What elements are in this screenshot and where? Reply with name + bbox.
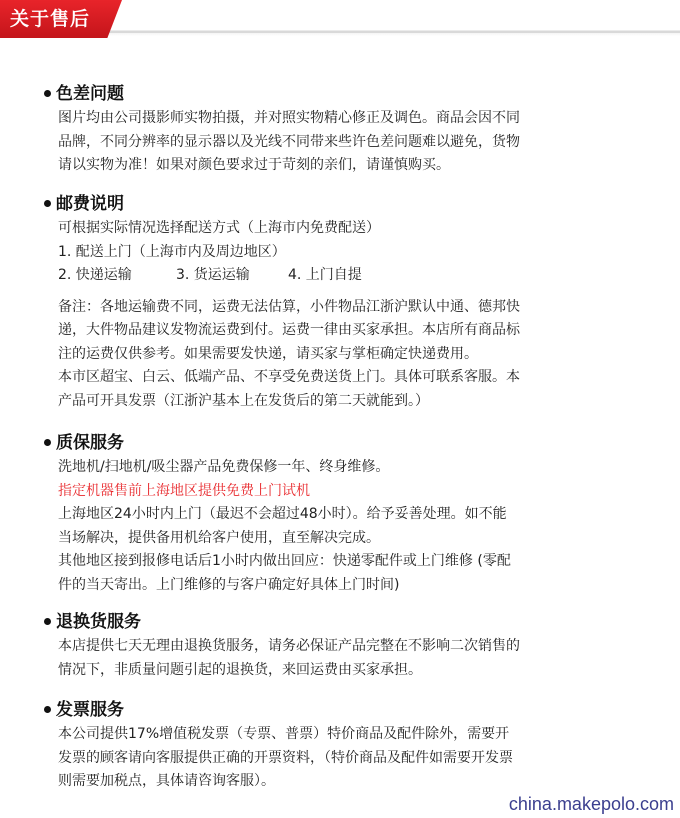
section-heading xyxy=(44,430,644,456)
body-line: 产品可开具发票（江浙沪基本上在发货后的第二天就能到。） xyxy=(58,392,429,409)
bullet-icon xyxy=(44,90,51,97)
section-shipping xyxy=(44,191,644,413)
watermark: china.makepolo.com xyxy=(508,794,674,814)
body-line: 图片均由公司摄影师实物拍摄，并对照实物精心修正及调色。商品会因不同 xyxy=(58,110,520,126)
section-body xyxy=(44,723,644,794)
body-line: 递，大件物品建议发物流运费到付。运费一律由买家承担。本店所有商品标 xyxy=(58,322,520,338)
delivery-option: 1. 配送上门（上海市内及周边地区） xyxy=(58,243,286,260)
section-warranty xyxy=(44,430,644,597)
heading-text: 邮费说明 xyxy=(56,194,124,214)
body-line: 发票的顾客请向客服提供正确的开票资料，（特价商品及配件如需要开发票 xyxy=(58,749,513,766)
body-line: 本公司提供17%增值税发票（专票、普票）特价商品及配件除外，需要开 xyxy=(58,726,510,742)
body-line: 可根据实际情况选择配送方式（上海市内免费配送） xyxy=(58,220,380,236)
section-body xyxy=(44,456,644,597)
body-line: 上海地区24小时内上门（最迟不会超过48小时）。给予妥善处理。如不能 xyxy=(58,506,507,522)
body-line: 其他地区接到报修电话后1小时内做出回应：快递零配件或上门维修 (零配 xyxy=(58,553,511,569)
section-body xyxy=(44,217,644,413)
section-body xyxy=(44,635,644,682)
body-line: 洗地机/扫地机/吸尘器产品免费保修一年、终身维修。 xyxy=(58,459,390,475)
body-line: 本店提供七天无理由退换货服务，请务必保证产品完整在不影响二次销售的 xyxy=(58,638,520,654)
heading-text: 质保服务 xyxy=(56,433,124,453)
delivery-option: 2. 快递运输 xyxy=(58,267,132,283)
section-heading xyxy=(44,81,644,107)
section-color-difference xyxy=(44,81,644,178)
body-line: 则需要加税点，具体请咨询客服）。 xyxy=(58,773,275,789)
highlight-line: 指定机器售前上海地区提供免费上门试机 xyxy=(58,482,310,499)
body-line: 情况下，非质量问题引起的退换货，来回运费由买家承担。 xyxy=(58,661,422,678)
section-heading xyxy=(44,191,644,217)
heading-text: 色差问题 xyxy=(56,84,124,104)
delivery-option: 3. 货运运输 xyxy=(176,267,250,283)
bullet-icon xyxy=(44,200,51,207)
body-line: 注的运费仅供参考。如果需要发快递，请买家与掌柜确定快递费用。 xyxy=(58,345,478,362)
section-body xyxy=(44,107,644,178)
delivery-options-row xyxy=(58,264,644,288)
section-banner xyxy=(0,0,680,46)
section-heading xyxy=(44,609,644,635)
bullet-icon xyxy=(44,439,51,446)
body-line: 本市区超宝、白云、低端产品、不享受免费送货上门。具体可联系客服。本 xyxy=(58,369,520,385)
bullet-icon xyxy=(44,706,51,713)
body-line: 当场解决，提供备用机给客户使用，直至解决完成。 xyxy=(58,529,380,546)
heading-text: 退换货服务 xyxy=(56,612,141,632)
heading-text: 发票服务 xyxy=(56,700,124,720)
body-line: 备注：各地运输费不同，运费无法估算，小件物品江浙沪默认中通、德邦快 xyxy=(58,298,520,315)
body-line: 品牌，不同分辨率的显示器以及光线不同带来些许色差问题难以避免，货物 xyxy=(58,133,520,150)
section-returns xyxy=(44,609,644,682)
body-line: 请以实物为准！如果对颜色要求过于苛刻的亲们，请谨慎购买。 xyxy=(58,157,450,173)
bullet-icon xyxy=(44,618,51,625)
delivery-option: 4. 上门自提 xyxy=(288,267,362,283)
body-line: 件的当天寄出。上门维修的与客户确定好具体上门时间) xyxy=(58,576,400,593)
section-invoice xyxy=(44,697,644,794)
banner-title: 关于售后 xyxy=(10,8,91,30)
section-heading xyxy=(44,697,644,723)
